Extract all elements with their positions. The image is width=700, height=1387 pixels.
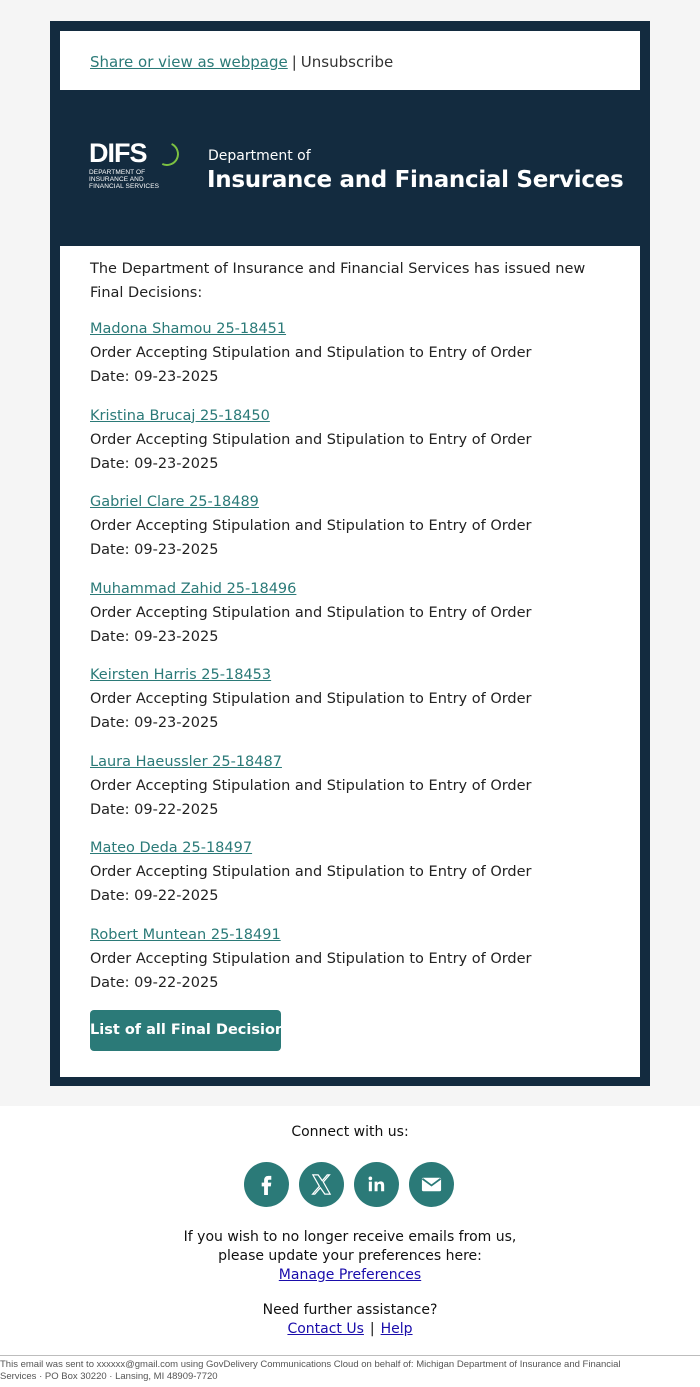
top-links (90, 51, 393, 73)
decision-link[interactable]: Gabriel Clare 25-18489 (90, 494, 259, 510)
decision-link[interactable]: Robert Muntean 25-18491 (90, 926, 281, 943)
decision-description: Order Accepting Stipulation and Stipulation to Entry of Order (90, 345, 532, 361)
decision-description: Order Accepting Stipulation and Stipulation to Entry of Order (90, 777, 532, 794)
department-prefix: Department of (208, 148, 311, 164)
assist-question: Need further assistance? (262, 1302, 438, 1318)
list-all-decisions-button[interactable]: List of all Final Decisions (90, 1010, 281, 1051)
decision-link[interactable]: Keirsten Harris 25-18453 (90, 667, 272, 683)
separator: | (369, 1321, 375, 1337)
fine-print: This email was sent to xxxxxx@gmail.com using GovDelivery Communications Cloud on behalf of: Michigan Department of Insurance and Financial Services · PO Box 30220 · Lansing, MI 48909-7720 (0, 1359, 621, 1382)
decision-date: Date: 09-23-2025 (90, 369, 219, 385)
facebook-icon[interactable] (244, 1162, 289, 1207)
assist-links (0, 1320, 700, 1339)
decision-description: Order Accepting Stipulation and Stipulation to Entry of Order (90, 691, 532, 707)
list-item (90, 490, 610, 577)
difs-logo (89, 140, 184, 200)
envelope-glyph (420, 1173, 443, 1196)
decision-date: Date: 09-23-2025 (90, 455, 219, 472)
x-glyph (310, 1173, 333, 1196)
decision-date: Date: 09-23-2025 (90, 715, 219, 731)
department-name: Insurance and Financial Services (207, 167, 624, 193)
facebook-glyph (255, 1173, 278, 1196)
header-banner (60, 90, 640, 246)
list-item (90, 317, 610, 404)
social-links (244, 1162, 456, 1208)
share-webpage-link[interactable]: Share or view as webpage (90, 53, 288, 71)
connect-label: Connect with us: (291, 1124, 409, 1140)
decision-date: Date: 09-23-2025 (90, 628, 219, 645)
pref-line-1: If you wish to no longer receive emails from us, (183, 1229, 517, 1245)
footer (0, 1106, 700, 1387)
preferences-text (0, 1228, 700, 1285)
list-item (90, 836, 610, 923)
contact-us-link[interactable]: Contact Us (287, 1321, 364, 1337)
separator: | (291, 53, 297, 71)
decision-list (90, 317, 610, 1009)
manage-preferences-link[interactable]: Manage Preferences (278, 1267, 422, 1283)
decision-link[interactable]: Madona Shamou 25-18451 (90, 321, 287, 337)
list-item (90, 663, 610, 750)
divider (0, 1355, 700, 1356)
linkedin-icon[interactable] (354, 1162, 399, 1207)
decision-date: Date: 09-22-2025 (90, 974, 219, 991)
intro-text: The Department of Insurance and Financial Services has issued new Final Decisions: (90, 261, 586, 301)
top-links-bar (60, 31, 640, 90)
unsubscribe-link[interactable]: Unsubscribe (300, 53, 394, 71)
decision-description: Order Accepting Stipulation and Stipulation to Entry of Order (90, 950, 532, 967)
list-item (90, 404, 610, 491)
decision-date: Date: 09-22-2025 (90, 801, 219, 818)
email-icon[interactable] (409, 1162, 454, 1207)
decision-date: Date: 09-23-2025 (90, 542, 219, 558)
logo-subtitle: DEPARTMENT OF INSURANCE AND FINANCIAL SERVICES (89, 169, 160, 190)
decision-description: Order Accepting Stipulation and Stipulation to Entry of Order (90, 864, 532, 880)
list-item (90, 923, 610, 1010)
list-item (90, 750, 610, 837)
help-link[interactable]: Help (380, 1321, 413, 1337)
logo-mark: DIFS (89, 138, 147, 168)
assistance-block (0, 1301, 700, 1339)
decision-link[interactable]: Laura Haeussler 25-18487 (90, 753, 282, 770)
linkedin-glyph (365, 1173, 388, 1196)
decision-description: Order Accepting Stipulation and Stipulation to Entry of Order (90, 604, 532, 621)
decision-date: Date: 09-22-2025 (90, 888, 219, 904)
decision-description: Order Accepting Stipulation and Stipulation to Entry of Order (90, 431, 532, 448)
x-icon[interactable] (299, 1162, 344, 1207)
decision-link[interactable]: Kristina Brucaj 25-18450 (90, 407, 270, 424)
decision-link[interactable]: Muhammad Zahid 25-18496 (90, 580, 297, 597)
decision-link[interactable]: Mateo Deda 25-18497 (90, 840, 253, 856)
pref-line-2: please update your preferences here: (218, 1248, 482, 1264)
decision-description: Order Accepting Stipulation and Stipulation to Entry of Order (90, 518, 532, 534)
email-frame (50, 21, 650, 1086)
list-item (90, 577, 610, 664)
content-panel (60, 246, 640, 1077)
